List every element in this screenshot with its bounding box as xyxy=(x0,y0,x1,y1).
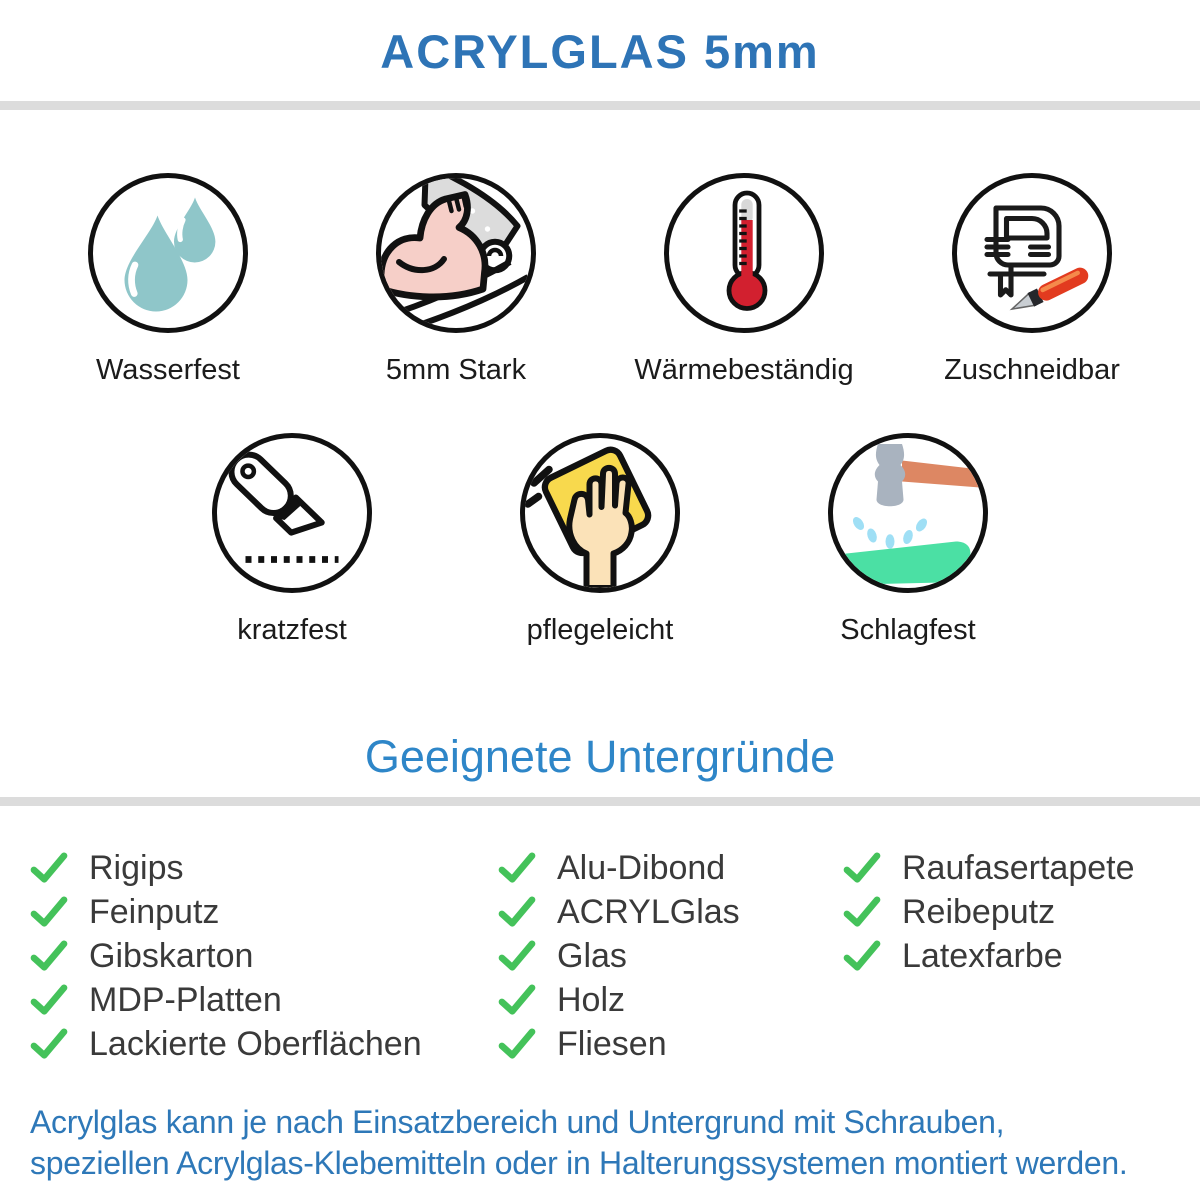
surface-item xyxy=(498,1022,843,1066)
surface-label: Reibeputz xyxy=(902,892,1056,931)
divider-top xyxy=(0,101,1200,110)
feature-label: 5mm Stark xyxy=(385,354,527,386)
surface-item xyxy=(30,978,498,1022)
green-checkmark-icon xyxy=(30,984,68,1016)
surface-item xyxy=(843,934,1200,978)
surface-item xyxy=(30,1022,498,1066)
thermometer-icon xyxy=(664,173,824,333)
surface-item xyxy=(30,934,498,978)
green-checkmark-icon xyxy=(498,896,536,928)
surface-item xyxy=(843,890,1200,934)
feature-5mm-stark xyxy=(336,173,576,387)
page-title: ACRYLGLAS 5mm xyxy=(380,25,820,78)
surface-item xyxy=(498,846,843,890)
surfaces-list xyxy=(0,846,1200,1066)
green-checkmark-icon xyxy=(30,896,68,928)
hand-cloth-icon xyxy=(520,433,680,593)
footer-line-2: speziellen Acrylglas-Klebemitteln oder in Halterungssystemen montiert werden. xyxy=(30,1145,1128,1181)
feature-kratzfest xyxy=(142,433,442,647)
green-checkmark-icon xyxy=(498,852,536,884)
feature-label: Schlagfest xyxy=(840,614,976,646)
green-checkmark-icon xyxy=(498,940,536,972)
divider-middle xyxy=(0,797,1200,806)
feature-label: Wasserfest xyxy=(96,354,240,386)
surface-item xyxy=(498,978,843,1022)
green-checkmark-icon xyxy=(498,1028,536,1060)
surface-label: Raufasertapete xyxy=(902,848,1135,887)
utility-knife-icon xyxy=(212,433,372,593)
features-row-1 xyxy=(0,173,1200,387)
green-checkmark-icon xyxy=(30,1028,68,1060)
surfaces-column-3 xyxy=(843,846,1200,1066)
feature-pflegeleicht xyxy=(450,433,750,647)
hammer-impact-icon xyxy=(828,433,988,593)
flexed-bicep-sheet-icon xyxy=(376,173,536,333)
surface-item xyxy=(498,890,843,934)
feature-waermebestaendig xyxy=(624,173,864,387)
feature-label: pflegeleicht xyxy=(526,614,674,646)
surfaces-heading: Geeignete Untergründe xyxy=(364,731,836,782)
green-checkmark-icon xyxy=(30,940,68,972)
water-drops-icon xyxy=(88,173,248,333)
surface-label: Gibskarton xyxy=(89,936,254,975)
jigsaw-cutter-icon xyxy=(952,173,1112,333)
surfaces-column-1 xyxy=(30,846,498,1066)
surface-label: Alu-Dibond xyxy=(557,848,726,887)
feature-label: kratzfest xyxy=(237,614,347,646)
surface-label: Holz xyxy=(557,980,626,1019)
green-checkmark-icon xyxy=(843,940,881,972)
green-checkmark-icon xyxy=(30,852,68,884)
surface-item xyxy=(30,846,498,890)
features-row-2 xyxy=(0,433,1200,647)
surfaces-column-2 xyxy=(498,846,843,1066)
green-checkmark-icon xyxy=(843,896,881,928)
surface-label: ACRYLGlas xyxy=(557,892,740,931)
green-checkmark-icon xyxy=(843,852,881,884)
surface-label: MDP-Platten xyxy=(89,980,282,1019)
feature-label: Zuschneidbar xyxy=(944,354,1120,386)
surface-label: Rigips xyxy=(89,848,184,887)
feature-wasserfest xyxy=(48,173,288,387)
surface-label: Fliesen xyxy=(557,1024,667,1063)
surface-item xyxy=(498,934,843,978)
surface-item xyxy=(30,890,498,934)
surface-label: Feinputz xyxy=(89,892,220,931)
surface-label: Lackierte Oberflächen xyxy=(89,1024,422,1063)
surface-label: Latexfarbe xyxy=(902,936,1063,975)
feature-label: Wärmebeständig xyxy=(634,354,854,386)
footer-note xyxy=(30,1102,1172,1184)
green-checkmark-icon xyxy=(498,984,536,1016)
feature-zuschneidbar xyxy=(912,173,1152,387)
footer-line-1: Acrylglas kann je nach Einsatzbereich und Untergrund mit Schrauben, xyxy=(30,1104,1005,1140)
surface-item xyxy=(843,846,1200,890)
surface-label: Glas xyxy=(557,936,627,975)
feature-schlagfest xyxy=(758,433,1058,647)
